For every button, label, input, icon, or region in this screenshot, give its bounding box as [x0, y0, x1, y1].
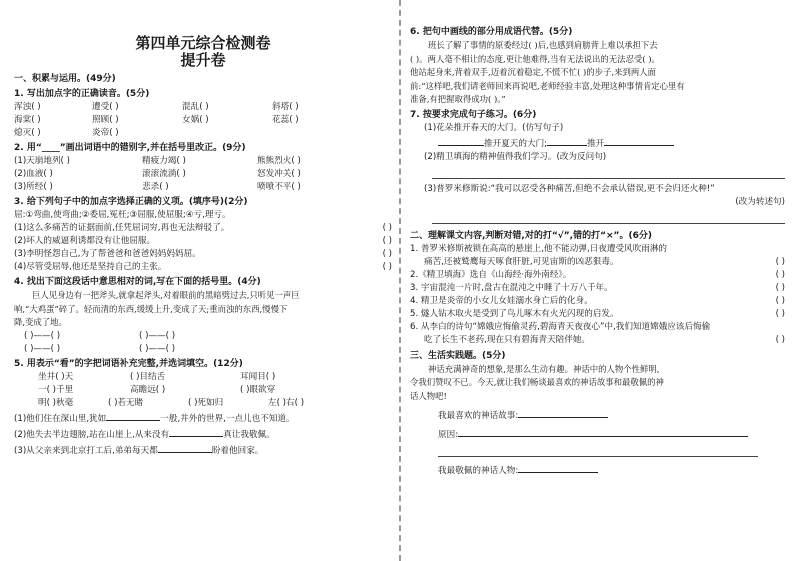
judge-6a: 6. 从李白的诗句“嫦娥应悔偷灵药,碧海青天夜夜心”中,我们知道嫦娥应该后悔偷	[410, 321, 711, 332]
q1-item: 照顾( )	[92, 115, 119, 125]
q4-passage-3: 降,变成了地。	[14, 317, 67, 327]
q5-fill-2: (2)他失去半边翅膀,站在山崖上,从来没有 真让我敬佩。	[14, 426, 392, 442]
q8-text-1: 神话充满神奇的想象,是那么生动有趣。神话中的人物个性鲜明,	[428, 363, 660, 374]
q2-row-3	[14, 181, 392, 194]
q3-item-2: (2)坏人的威逼利诱都没有让他屈服。 ( )	[14, 236, 392, 246]
q1-item: 浑浊( )	[14, 102, 41, 112]
q2-item: 怒发冲关( )	[257, 169, 301, 179]
q2-item: 滚滚流淌( )	[142, 169, 186, 179]
q7-s3: (3)普罗米修斯说:“我可以忍受各种痛苦,但绝不会承认错误,更不会归还火种!”	[424, 183, 715, 194]
q4-blank: ( )——( )	[24, 343, 61, 354]
q7-s1: (1)花朵推开春天的大门。(仿写句子)	[424, 122, 564, 133]
q1-item: 女娲( )	[182, 115, 209, 125]
q7-s2: (2)精卫填海的精神值得我们学习。(改为反问句)	[424, 151, 607, 162]
judge-1b: 痛苦,还被鹫鹰每天啄食肝脏,可见宙斯的凶恶狠毒。 ( )	[424, 256, 785, 267]
reason-extra-line	[438, 444, 758, 457]
q5-fill-1: (1)他们住在深山里,犹如 一般,井外的世界,一点儿也不知道。	[14, 410, 392, 426]
q1-item: 混乱( )	[182, 102, 209, 112]
q7-s1-answer: 推开夏天的大门; 推开	[410, 135, 785, 151]
judge-1a: 1. 普罗米修斯被锁在高高的悬崖上,他不能动弹,日夜遭受风吹雨淋的	[410, 243, 668, 254]
right-column	[410, 0, 785, 561]
q1-row-3	[14, 127, 392, 140]
q6-text-3: 他站起身来,背着双手,迈着沉着稳定,不慌不忙( )的步子,来到两人面	[410, 67, 656, 77]
q6-text-4: 前:“这样吧,我们请老师回来再说吧,老师经验丰富,处理这种事情肯定心里有	[410, 80, 685, 91]
q4-blank: ( )——( )	[139, 343, 176, 354]
q2-item: 精疲力竭( )	[142, 156, 186, 166]
section-1-heading: 一、积累与运用。(49分)	[14, 74, 116, 84]
q5-fill-3: (3)从父亲来到北京打工后,弟弟每天都 盼着他回家。	[14, 442, 392, 458]
q4-blanks-row-1	[14, 330, 392, 343]
q3-options: 屈:①弯曲,使弯曲;②委屈,冤枉;③屈服,使屈服;④亏,理亏。	[14, 210, 231, 220]
q5-item: ( )目结舌	[130, 371, 166, 382]
q2-item: 喷喷不平( )	[257, 182, 301, 192]
left-column	[14, 0, 392, 561]
q4-passage-1: 巨人见身边有一把斧头,就拿起斧头,对着眼前的黑暗劈过去,只听见一声巨	[32, 290, 300, 300]
q3-title: 3. 给下列句子中的加点字选择正确的义项。(填序号)(2分)	[14, 197, 248, 207]
judge-3: 3. 宇宙混沌一片时,盘古在混沌之中睡了十万八千年。 ( )	[410, 282, 785, 293]
judge-6b: 吃了长生不老药,现在只有碧海青天陪伴她。 ( )	[424, 334, 785, 345]
q1-row-2	[14, 114, 392, 127]
q5-item: 高瞻远( )	[130, 384, 166, 395]
q5-item: ( )死如归	[188, 397, 224, 408]
q2-item: 悲杀( )	[142, 182, 169, 192]
judge-2: 2.《精卫填海》选自《山海经·海外南经》。 ( )	[410, 269, 785, 280]
q1-item: 海棠( )	[14, 115, 41, 125]
q4-title: 4. 找出下面这段话中意思相对的词,写在下面的括号里。(4分)	[14, 277, 261, 287]
q2-item: (3)所经( )	[14, 182, 53, 192]
q7-s2-answer-line	[432, 166, 785, 179]
q8-text-2: 令我们赞叹不已。今天,就让我们畅谈最喜欢的神话故事和最敬佩的神	[410, 377, 664, 387]
q5-item: 坐井( )天	[38, 371, 74, 382]
page-subtitle: 提升卷	[180, 51, 226, 69]
q4-blank: ( )——( )	[24, 330, 61, 341]
judge-4: 4. 精卫是炎帝的小女儿女娃溺水身亡后的化身。 ( )	[410, 295, 785, 306]
fav-char-line: 我最敬佩的神话人物:	[410, 462, 785, 478]
q2-row-2	[14, 168, 392, 181]
q5-item: 明( )秋毫	[38, 397, 74, 408]
q1-item: 斜塔( )	[272, 102, 299, 112]
fold-line	[399, 0, 401, 561]
q5-row-1	[14, 371, 392, 384]
judge-5: 5. 燧人钻木取火是受到了鸟儿啄木有火光闪现的启发。 ( )	[410, 308, 785, 319]
q7-s3-tag: (改为转述句)	[735, 196, 785, 207]
q1-item: 花蕊( )	[272, 115, 299, 125]
q5-item: 耳闻目( )	[240, 371, 276, 382]
q2-item: 熊熊烈火( )	[257, 156, 301, 166]
q5-row-3	[14, 397, 392, 410]
reason-line: 原因:	[410, 426, 785, 442]
q7-title: 7. 按要求完成句子练习。(6分)	[410, 109, 537, 120]
q5-title: 5. 用表示“看”的字把词语补充完整,并选词填空。(12分)	[14, 358, 243, 369]
q6-text-1: 班长了解了事情的原委经过( )后,也感到肩膀背上难以承担下去	[428, 40, 658, 50]
section-3-heading: 三、生活实践题。(5分)	[410, 350, 506, 361]
q1-item: 炎帝( )	[92, 128, 119, 138]
q6-text-2: ( )。两人毫不相让的态度,更让他难得,当有无法说出的无法忍受( )。	[410, 53, 660, 64]
q1-row-1	[14, 101, 392, 114]
q3-item-1: (1)这么多痛苦的证据面前,任凭屈词穷,再也无法辩驳了。 ( )	[14, 223, 392, 233]
q2-title: 2. 用“____”画出词语中的错别字,并在括号里改正。(9分)	[14, 143, 246, 153]
q2-item: (1)天崩地列( )	[14, 156, 70, 166]
q5-row-2	[14, 384, 392, 397]
q4-passage-2: 响,“大鸡蛋”碎了。轻而清的东西,缓缓上升,变成了天;重而浊的东西,慢慢下	[14, 303, 288, 314]
q4-blank: ( )——( )	[139, 330, 176, 341]
section-2-heading: 二、理解课文内容,判断对错,对的打“√”,错的打“×”。(6分)	[410, 230, 652, 241]
page-title: 第四单元综合检测卷	[135, 34, 271, 52]
q1-item: 遭受( )	[92, 102, 119, 112]
q5-item: ( )若无睹	[108, 397, 144, 408]
q5-item: ( )眼欲穿	[240, 384, 276, 395]
q5-item: 左( )右( )	[268, 397, 305, 408]
q2-row-1	[14, 155, 392, 168]
q3-item-3: (3)李明怪怨自己,为了帮爸爸和爸爸妈妈妈妈屈。 ( )	[14, 249, 392, 259]
q8-text-3: 话人物吧!	[410, 390, 447, 401]
q7-s3-answer-line	[432, 211, 785, 224]
fav-story-line: 我最喜欢的神话故事:	[410, 407, 785, 423]
q2-item: (2)血液( )	[14, 169, 53, 179]
q6-title: 6. 把句中画线的部分用成语代替。(5分)	[410, 27, 573, 37]
q6-text-5: 准备,有把握取得成功( )。”	[410, 94, 506, 104]
q5-item: 一( )千里	[38, 384, 74, 395]
q1-title: 1. 写出加点字的正确读音。(5分)	[14, 89, 150, 99]
q3-item-4: (4)尽管受屈辱,他还是坚持自己的主张。 ( )	[14, 262, 392, 272]
q4-blanks-row-2	[14, 343, 392, 356]
q1-item: 熄灭( )	[14, 128, 41, 138]
